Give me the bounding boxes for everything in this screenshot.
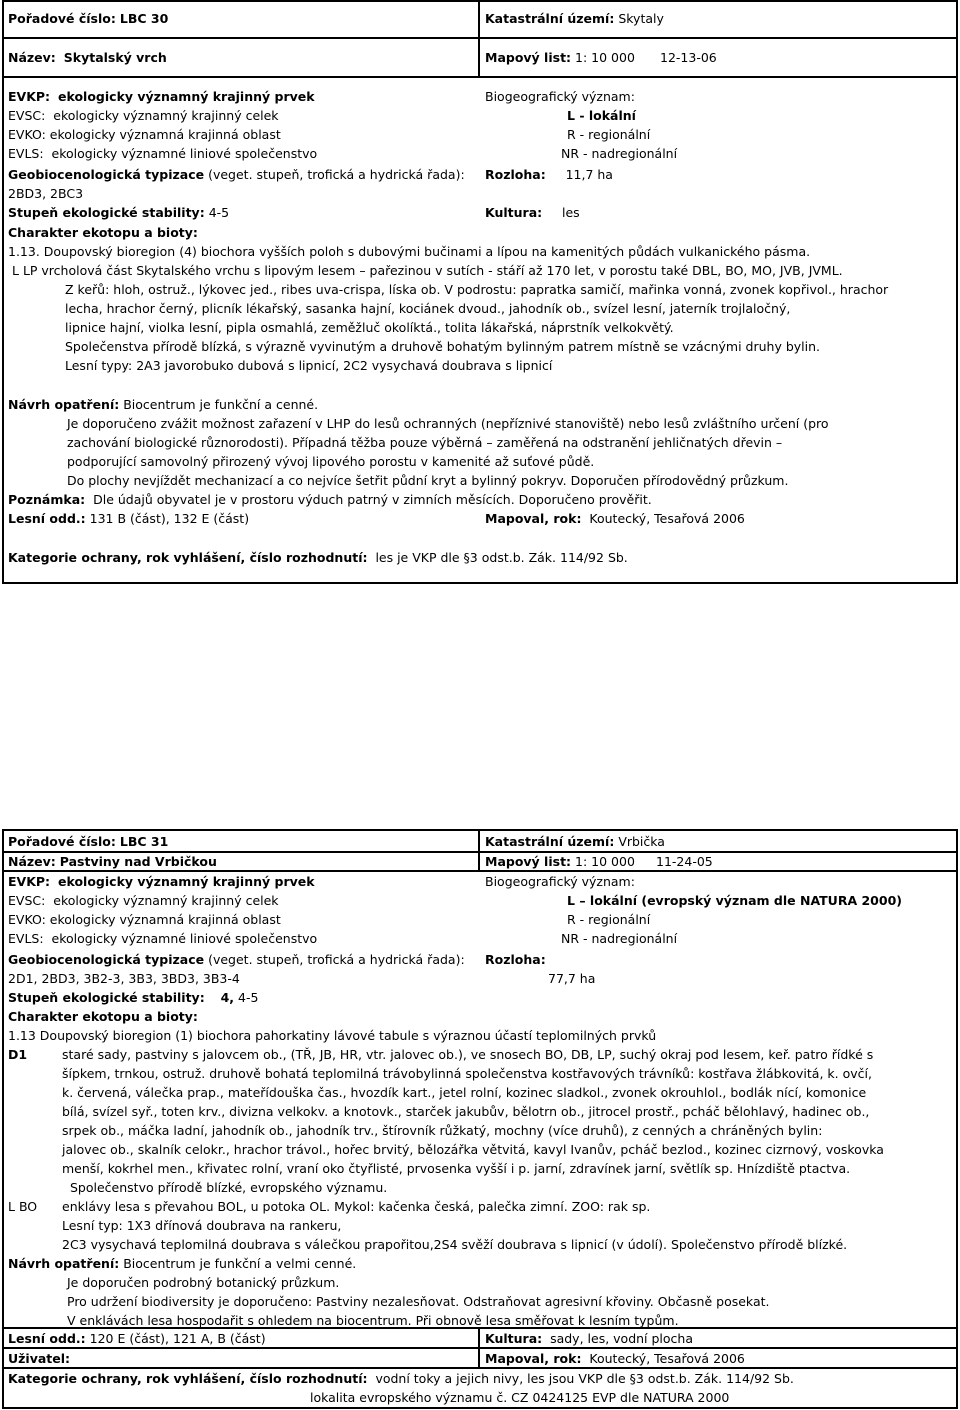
lesni-odd: Lesní odd.: 131 B (část), 132 E (část) <box>8 511 250 526</box>
navrh-opatreni: Návrh opatření: Biocentrum je funkční a cenné. <box>8 397 319 412</box>
charakter-line: Společenstvo přírodě blízké, evropského významu. <box>70 1180 388 1195</box>
charakter-line: Z keřů: hloh, ostruž., lýkovec jed., ribes uva-crispa, líska ob. V podrostu: papratka samičí, mařinka vonná, zvonek kopřivol., hrachor <box>65 282 889 297</box>
rozloha-value: 77,7 ha <box>548 971 596 986</box>
charakter-line: L LP vrcholová část Skytalského vrchu s lipovým lesem – pařezinou v sutích - stáří až 170 let, v porostu také DBL, BO, MO, JVB, JVML. <box>12 263 843 278</box>
charakter-line: Lesní typy: 2A3 javorobuko dubová s lipnicí, 2C2 vysychavá doubrava s lipnicí <box>65 358 553 373</box>
poznamka: Poznámka: Dle údajů obyvatel je v prostoru výduch patrný v zimních měsících. Doporučeno prověřit. <box>8 492 652 507</box>
charakter-label: Charakter ekotopu a bioty: <box>8 225 198 240</box>
charakter-line: menší, kokrhel men., křivatec rolní, vraní oko čtyřlisté, prvosenka vyšší i p. jarní, zdravínek jarní, světlík sp. Hnízdiště ptactva. <box>62 1161 851 1176</box>
kategorie-ochrany-line2: lokalita evropského významu č. CZ 0424125 EVP dle NATURA 2000 <box>310 1390 730 1405</box>
charakter-line: bílá, svízel syř., toten krv., divizna velkokv. a knotovk., starček jakubův, bělotrn ob., jitrocel prostř., pcháč bělohlavý, hadinec ob., <box>62 1104 870 1119</box>
kultura: Kultura: sady, les, vodní plocha <box>485 1331 694 1346</box>
charakter-line: 1.13 Doupovský bioregion (1) biochora pahorkatiny lávové tabule s výraznou účastí teplomilných prvků <box>8 1028 657 1043</box>
charakter-line: 2C3 vysychavá teplomilná doubrava s válečkou prapořitou,2S4 svěží doubrava s lipnicí (v údolí). Společenstvo přírodě blízké. <box>62 1237 848 1252</box>
bio-nadregionalni: NR - nadregionální <box>561 931 678 946</box>
geo-value: 2BD3, 2BC3 <box>8 186 84 201</box>
mapovy-list-code: 11-24-05 <box>656 854 713 869</box>
evls: EVLS: ekologicky významné liniové společenstvo <box>8 146 318 161</box>
evkp: EVKP: ekologicky významný krajinný prvek <box>8 874 315 889</box>
mapoval-rok: Mapoval, rok: Koutecký, Tesařová 2006 <box>485 511 745 526</box>
charakter-line: Společenstva přírodě blízká, s výrazně vyvinutým a druhově bohatým bylinným patrem místně se vzácnými druhy bylin. <box>65 339 820 354</box>
bio-regionalni: R - regionální <box>567 127 651 142</box>
rozloha-label: Rozloha: <box>485 952 546 967</box>
stupen-stability: Stupeň ekologické stability: 4-5 <box>8 205 230 220</box>
charakter-line: šípkem, trnkou, ostruž. druhově bohatá teplomilná trávobylinná společenstva kostřavových trávníků: kostřava žlábkovitá, k. ovčí, <box>62 1066 872 1081</box>
d1-label: D1 <box>8 1047 28 1062</box>
divider <box>2 37 958 39</box>
navrh-line: zachování biologické různorodosti). Případná těžba pouze výběrná – zaměřená na odstranění jehličnatých dřevin – <box>67 435 783 450</box>
evls: EVLS: ekologicky významné liniové společenstvo <box>8 931 318 946</box>
navrh-line: Je doporučen podrobný botanický průzkum. <box>67 1275 340 1290</box>
charakter-line: Lesní typ: 1X3 dřínová doubrava na rankeru, <box>62 1218 342 1233</box>
evko: EVKO: ekologicky významná krajinná oblast <box>8 127 281 142</box>
poradove-cislo: Pořadové číslo: LBC 30 <box>8 11 169 26</box>
uzivatel: Uživatel: <box>8 1351 71 1366</box>
charakter-line: 1.13. Doupovský bioregion (4) biochora vyšších poloh s dubovými bučinami a lípou na kamenitých půdách vulkanického pásma. <box>8 244 811 259</box>
charakter-label: Charakter ekotopu a bioty: <box>8 1009 198 1024</box>
charakter-line: lipnice hajní, violka lesní, pipla osmahlá, zeměžluč okolíktá., tolita lákařská, náprstník velkokvětý. <box>65 320 674 335</box>
navrh-line: podporující samovolný přirozený vývoj lipového porostu v kamenité až suťové půdě. <box>67 454 595 469</box>
divider <box>478 1327 480 1367</box>
charakter-line: enklávy lesa s převahou BOL, u potoka OL. Mykol: kačenka česká, palečka zimní. ZOO: rak sp. <box>62 1199 651 1214</box>
poradove-cislo: Pořadové číslo: LBC 31 <box>8 834 169 849</box>
divider <box>478 0 480 76</box>
evsc: EVSC: ekologicky významný krajinný celek <box>8 108 279 123</box>
charakter-line: staré sady, pastviny s jalovcem ob., (TŘ, JB, HR, vtr. jalovec ob.), ve snosech BO, DB, LP, suchý okraj pod lesem, keř. patro řídké s <box>62 1047 874 1062</box>
bio-lokalni: L – lokální (evropský význam dle NATURA 2000) <box>567 893 902 908</box>
mapoval-rok: Mapoval, rok: Koutecký, Tesařová 2006 <box>485 1351 745 1366</box>
charakter-line: k. červená, válečka prap., mateřídouška čas., hvozdík kart., jetel rolní, kozinec sladkol., zvonek okrouhlol., bodlák nící, komonice <box>62 1085 867 1100</box>
charakter-line: jalovec ob., skalník celokr., hrachor trávol., hořec brvitý, bělozářka větvitá, kavyl Ivanův, pcháč bezlod., kozinec cizrnový, voskovka <box>62 1142 884 1157</box>
katastralni-uzemi: Katastrální území: Vrbička <box>485 834 665 849</box>
navrh-opatreni: Návrh opatření: Biocentrum je funkční a velmi cenné. <box>8 1256 357 1271</box>
geobiocenologicka-typizace: Geobiocenologická typizace (veget. stupeň, trofická a hydrická řada): <box>8 952 465 967</box>
rozloha: Rozloha: 11,7 ha <box>485 167 613 182</box>
bio-lokalni: L - lokální <box>567 108 636 123</box>
geobiocenologicka-typizace: Geobiocenologická typizace (veget. stupeň, trofická a hydrická řada): <box>8 167 465 182</box>
mapovy-list-code: 12-13-06 <box>660 50 717 65</box>
evsc: EVSC: ekologicky významný krajinný celek <box>8 893 279 908</box>
geo-value: 2D1, 2BD3, 3B2-3, 3B3, 3BD3, 3B3-4 <box>8 971 240 986</box>
kultura: Kultura: les <box>485 205 580 220</box>
biogeograficky-vyznam-label: Biogeografický význam: <box>485 89 635 104</box>
kategorie-ochrany: Kategorie ochrany, rok vyhlášení, číslo rozhodnutí: vodní toky a jejich nivy, les jsou VKP dle §3 odst.b. Zák. 114/92 Sb. <box>8 1371 794 1386</box>
charakter-line: lecha, hrachor černý, plicník lékařský, sasanka hajní, kociánek dvoud., jahodník ob., svízel lesní, jaterník trojlaločný, <box>65 301 791 316</box>
charakter-line: srpek ob., máčka ladní, jahodník ob., jahodník trv., štírovník růžkatý, mochny (více druhů), z cenných a chráněných bylin: <box>62 1123 823 1138</box>
stupen-stability: Stupeň ekologické stability: 4, 4-5 <box>8 990 259 1005</box>
mapovy-list: Mapový list: 1: 10 000 <box>485 50 635 65</box>
bio-regionalni: R - regionální <box>567 912 651 927</box>
divider <box>2 76 958 78</box>
evko: EVKO: ekologicky významná krajinná oblast <box>8 912 281 927</box>
navrh-line: Pro udržení biodiversity je doporučeno: Pastviny nezalesňovat. Odstraňovat agresivní křoviny. Občasně posekat. <box>67 1294 770 1309</box>
kategorie-ochrany: Kategorie ochrany, rok vyhlášení, číslo rozhodnutí: les je VKP dle §3 odst.b. Zák. 114/92 Sb. <box>8 550 628 565</box>
katastralni-uzemi: Katastrální území: Skytaly <box>485 11 664 26</box>
biogeograficky-vyznam-label: Biogeografický význam: <box>485 874 635 889</box>
nazev: Název: Skytalský vrch <box>8 50 167 65</box>
lesni-odd: Lesní odd.: 120 E (část), 121 A, B (část) <box>8 1331 266 1346</box>
lbo-label: L BO <box>8 1199 38 1214</box>
mapovy-list: Mapový list: 1: 10 000 <box>485 854 635 869</box>
divider <box>478 829 480 870</box>
nazev: Název: Pastviny nad Vrbičkou <box>8 854 217 869</box>
evkp: EVKP: ekologicky významný krajinný prvek <box>8 89 315 104</box>
navrh-line: Je doporučeno zvážit možnost zařazení v LHP do lesů ochranných (nepříznivé stanoviště) nebo lesů zvláštního určení (pro <box>67 416 829 431</box>
bio-nadregionalni: NR - nadregionální <box>561 146 678 161</box>
navrh-line: V enklávách lesa hospodařit s ohledem na biocentrum. Při obnově lesa směřovat k lesním typům. <box>67 1313 679 1328</box>
navrh-line: Do plochy nevjíždět mechanizací a co nejvíce šetřit půdní kryt a bylinný pokryv. Doporučen přírodovědný průzkum. <box>67 473 789 488</box>
